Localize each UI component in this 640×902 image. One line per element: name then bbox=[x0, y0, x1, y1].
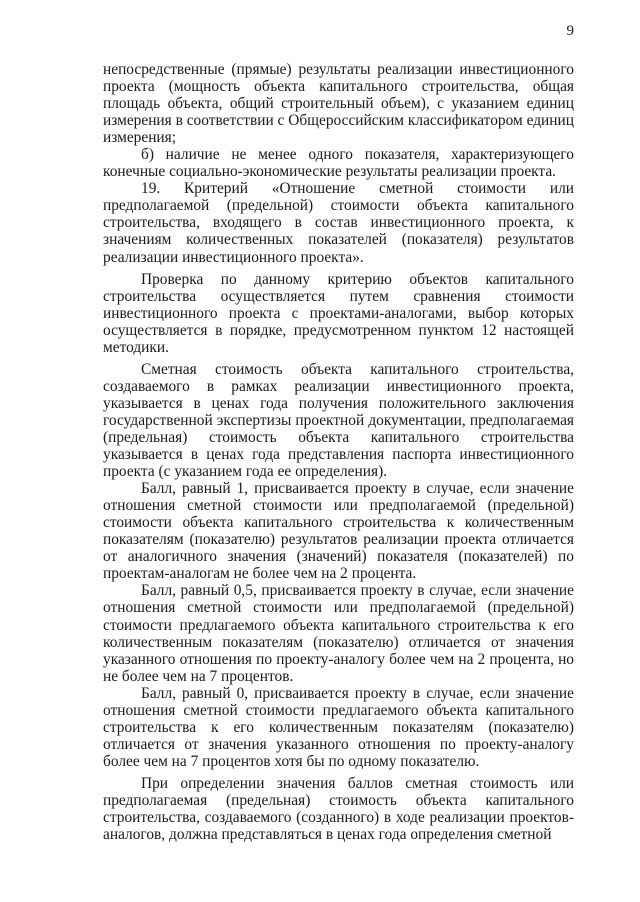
paragraph-score-1: Балл, равный 1, присваивается проекту в случае, если значение отношения сметной стоимости или предполагаемой (предельной) стоимости объекта капитального строительства к количественным показателям (показателю) результатов реализации проекта отличается от аналогичного значения (значений) показателя (показателей) по проектам-аналогам не более чем на 2 процента. bbox=[103, 480, 574, 583]
paragraph-estimated-cost: Сметная стоимость объекта капитального строительства, создаваемого в рамках реализации инвестиционного проекта, указывается в ценах года получения положительного заключения государственной экспертизы проектной документации, предполагаемая (предельная) стоимость объекта капитального строительства указывается в ценах года представления паспорта инвестиционного проекта (с указанием года ее определения). bbox=[103, 360, 574, 481]
paragraph-determination: При определении значения баллов сметная стоимость или предполагаемая (предельная) стоимость объекта капитального строительства, создаваемого (созданного) в ходе реализации проектов-аналогов, должна представляться в ценах года определения сметной bbox=[103, 774, 574, 844]
paragraph-continuation: непосредственные (прямые) результаты реализации инвестиционного проекта (мощность объекта капитального строительства, общая площадь объекта, общий строительный объем), с указанием единиц измерения в соответствии с Общероссийским классификатором единиц измерения; bbox=[103, 61, 574, 147]
paragraph-item-b: б) наличие не менее одного показателя, характеризующего конечные социально-экономические результаты реализации проекта. bbox=[103, 146, 574, 181]
paragraph-score-0-5: Балл, равный 0,5, присваивается проекту в случае, если значение отношения сметной стоимости или предполагаемой (предельной) стоимости предлагаемого объекта капитального строительства к его количественным показателям (показателю) отличается от значения указанного отношения по проекту-аналогу более чем на 2 процента, но не более чем на 7 процентов. bbox=[103, 582, 574, 685]
paragraph-score-0: Балл, равный 0, присваивается проекту в случае, если значение отношения сметной стоимости предлагаемого объекта капитального строительства к его количественным показателям (показателю) отличается от значения указанного отношения по проекту-аналогу более чем на 7 процентов хотя бы по одному показателю. bbox=[103, 684, 574, 770]
paragraph-criterion-19: 19. Критерий «Отношение сметной стоимости или предполагаемой (предельной) стоимости объекта капитального строительства, входящего в состав инвестиционного проекта, к значениям количественных показателей (показателя) результатов реализации инвестиционного проекта». bbox=[103, 180, 574, 266]
document-body bbox=[103, 61, 574, 843]
paragraph-verification: Проверка по данному критерию объектов капитального строительства осуществляется путем сравнения стоимости инвестиционного проекта с проектами-аналогами, выбор которых осуществляется в порядке, предусмотренном пунктом 12 настоящей методики. bbox=[103, 270, 574, 356]
page-number: 9 bbox=[566, 23, 574, 39]
